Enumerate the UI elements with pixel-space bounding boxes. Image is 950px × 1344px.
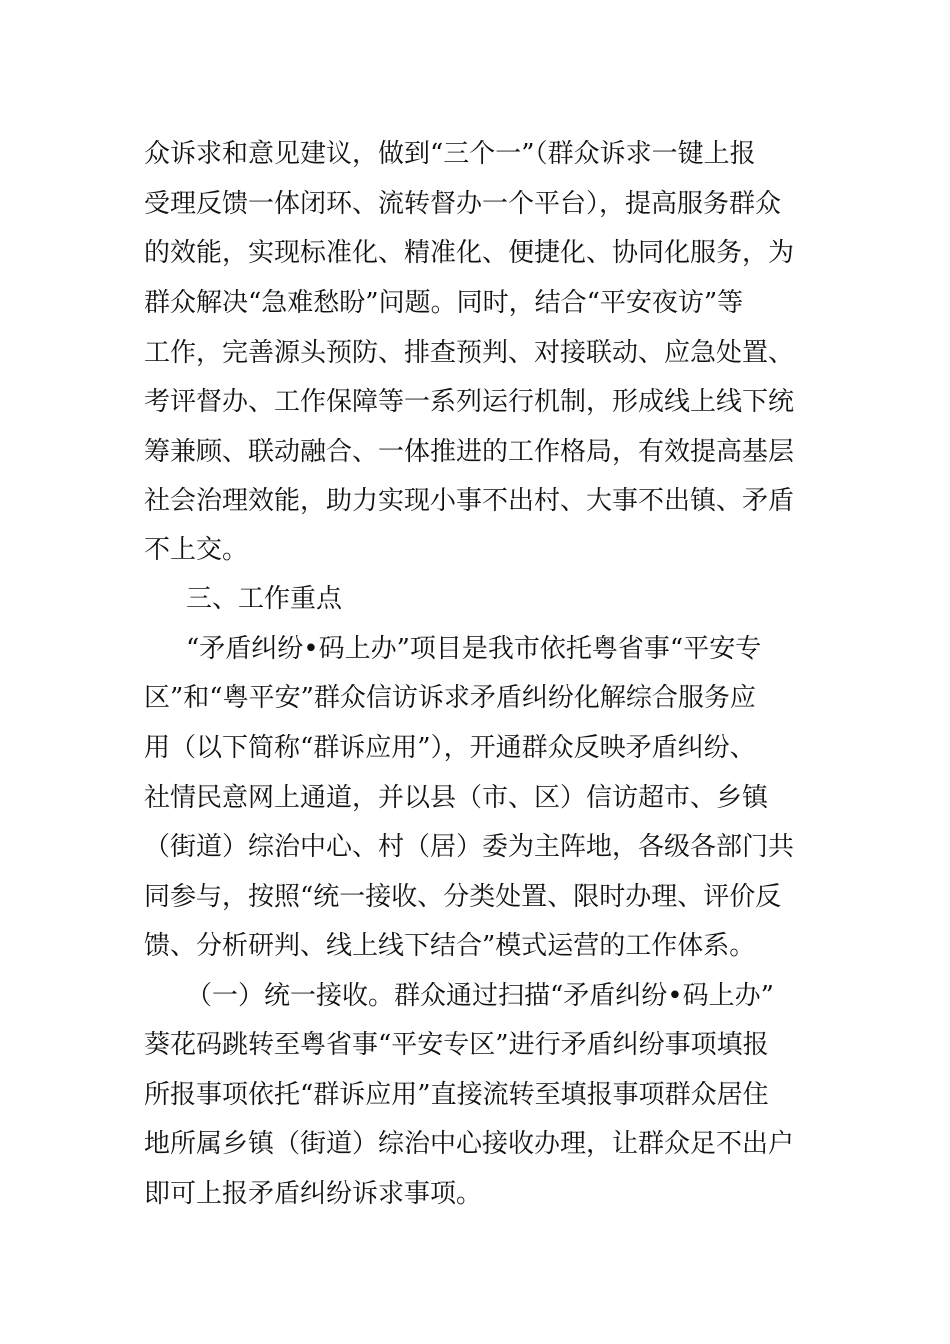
- paragraph-1-line: 受理反馈一体闭环、流转督办一个平台），提高服务群众: [144, 189, 782, 219]
- paragraph-3-line: 所报事项依托“群诉应用”直接流转至填报事项群众居住: [144, 1080, 769, 1110]
- paragraph-3-line: （一）统一接收。群众通过扫描“矛盾纠纷•码上办”: [186, 981, 774, 1011]
- paragraph-2-line: 社情民意网上通道，并以县（市、区）信访超市、乡镇: [144, 783, 769, 813]
- paragraph-3-line: 葵花码跳转至粤省事“平安专区”进行矛盾纠纷事项填报: [144, 1030, 769, 1060]
- section-heading: 三、工作重点: [186, 584, 343, 614]
- paragraph-2-line: （街道）综治中心、村（居）委为主阵地，各级各部门共: [144, 832, 795, 862]
- paragraph-2-line: 同参与，按照“统一接收、分类处置、限时办理、评价反: [144, 882, 782, 912]
- paragraph-1-line: 社会治理效能，助力实现小事不出村、大事不出镇、矛盾: [144, 486, 795, 516]
- paragraph-1-line: 群众解决“急难愁盼”问题。同时，结合“平安夜访”等: [144, 288, 744, 318]
- paragraph-1-line: 工作，完善源头预防、排查预判、对接联动、应急处置、: [144, 338, 795, 368]
- paragraph-3-line: 地所属乡镇（街道）综治中心接收办理，让群众足不出户: [144, 1129, 795, 1159]
- paragraph-1-line: 筹兼顾、联动融合、一体推进的工作格局，有效提高基层: [144, 437, 795, 467]
- paragraph-1-line: 的效能，实现标准化、精准化、便捷化、协同化服务，为: [144, 238, 795, 268]
- paragraph-3-line: 即可上报矛盾纠纷诉求事项。: [144, 1179, 483, 1209]
- paragraph-2-line: 馈、分析研判、线上线下结合”模式运营的工作体系。: [144, 931, 756, 961]
- paragraph-1-line: 众诉求和意见建议，做到“三个一”（群众诉求一键上报: [144, 139, 756, 169]
- paragraph-2-line: 区”和“粤平安”群众信访诉求矛盾纠纷化解综合服务应: [144, 683, 756, 713]
- paragraph-2-line: “矛盾纠纷•码上办”项目是我市依托粤省事“平安专: [186, 634, 762, 664]
- paragraph-1-line: 考评督办、工作保障等一系列运行机制，形成线上线下统: [144, 387, 795, 417]
- paragraph-1-line: 不上交。: [144, 535, 249, 565]
- paragraph-2-line: 用（以下简称“群诉应用”），开通群众反映矛盾纠纷、: [144, 733, 756, 763]
